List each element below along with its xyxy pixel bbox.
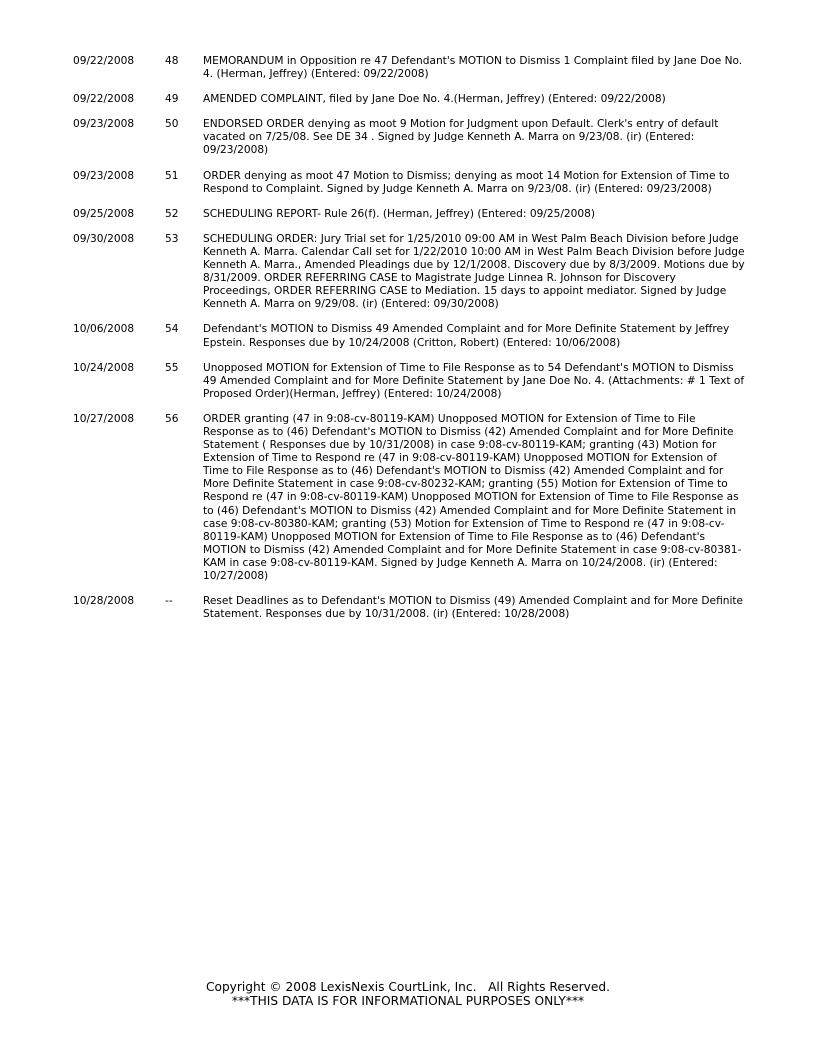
docket-entry: [73, 118, 745, 157]
entry-number: 55: [165, 361, 179, 374]
docket-entry: [73, 55, 745, 81]
entry-date: 09/22/2008: [73, 55, 135, 67]
entry-text: AMENDED COMPLAINT, filed by Jane Doe No. 4.(Herman, Jeffrey) (Entered: 09/22/2008): [203, 93, 666, 106]
copyright-notice: Copyright © 2008 LexisNexis CourtLink, Inc. All Rights Reserved.: [205, 980, 610, 994]
entry-date: 10/24/2008: [73, 361, 135, 374]
entry-date: 10/27/2008: [73, 412, 135, 425]
entry-text: SCHEDULING ORDER: Jury Trial set for 1/25/2010 09:00 AM in West Palm Beach Division before Judge Kenneth A. Marra. Calendar Call set for 1/22/2010 10:00 AM in West Palm Beach Division before Judge Kenneth A. Marra., Amended Pleadings due by 12/1/2008. Discovery due by 8/3/2009. Motions due by 8/31/2009. ORDER REFERRING CASE to Magistrate Judge Linnea R. Johnson for Discovery Proceedings, ORDER REFERRING CASE to Mediation. 15 days to appoint mediator. Signed by Judge Kenneth A. Marra on 9/29/08. (ir) (Entered: 09/30/2008): [203, 232, 745, 311]
entry-text: Unopposed MOTION for Extension of Time to File Response as to 54 Defendant's MOTION to Dismiss 49 Amended Complaint and for More Definite Statement by Jane Doe No. 4. (Attachments: # 1 Text of Proposed Order)(Herman, Jeffrey) (Entered: 10/24/2008): [203, 361, 745, 400]
docket-entry: [73, 362, 745, 401]
entry-number: 51: [165, 169, 179, 182]
entry-date: 09/23/2008: [73, 169, 135, 182]
docket-entries: [73, 55, 745, 633]
page-footer: [0, 980, 816, 1008]
docket-entry: [73, 93, 745, 106]
entry-number: --: [165, 595, 173, 608]
docket-entry: [73, 208, 745, 221]
entry-text: MEMORANDUM in Opposition re 47 Defendant's MOTION to Dismiss 1 Complaint filed by Jane Doe No. 4. (Herman, Jeffrey) (Entered: 09/22/2008): [203, 55, 743, 81]
docket-entry: [73, 413, 745, 583]
entry-date: 10/28/2008: [73, 595, 135, 608]
entry-number: 50: [165, 118, 179, 131]
entry-text: Defendant's MOTION to Dismiss 49 Amended Complaint and for More Definite Statement by Jeffrey Epstein. Responses due by 10/24/2008 (Critton, Robert) (Entered: 10/06/2008): [203, 323, 730, 349]
entry-number: 53: [165, 232, 179, 245]
entry-text: ENDORSED ORDER denying as moot 9 Motion for Judgment upon Default. Clerk's entry of default vacated on 7/25/08. See DE 34 . Signed by Judge Kenneth A. Marra on 9/23/08. (ir) (Entered: 09/23/2008): [203, 118, 719, 157]
entry-date: 09/22/2008: [73, 93, 135, 106]
entry-number: 49: [165, 93, 179, 106]
entry-number: 48: [165, 55, 179, 67]
entry-date: 09/25/2008: [73, 207, 135, 220]
docket-entry: [73, 170, 745, 196]
docket-entry: [73, 233, 745, 312]
entry-text: ORDER granting (47 in 9:08-cv-80119-KAM) Unopposed MOTION for Extension of Time to File Response as to (46) Defendant's MOTION to Dismiss (42) Amended Complaint and for More Definite Statement ( Responses due by 10/31/2008) in case 9:08-cv-80119-KAM; granting (43) Motion for Extension of Time to Respond re (47 in 9:08-cv-80119-KAM) Unopposed MOTION for Extension of Time to File Response as to (46) Defendant's MOTION to Dismiss (42) Amended Complaint and for More Definite Statement in case 9:08-cv-80232-KAM; granting (55) Motion for Extension of Time to Respond re (47 in 9:08-cv-80119-KAM) Unopposed MOTION for Extension of Time to File Response as to (46) Defendant's MOTION to Dismiss (42) Amended Complaint and for More Definite Statement in case 9:08-cv-80380-KAM; granting (53) Motion for Extension of Time to Respond re (47 in 9:08-cv-80119-KAM) Unopposed MOTION for Extension of Time to File Response as to (46) Defendant's MOTION to Dismiss (42) Amended Complaint and for More Definite Statement in case 9:08-cv-80381-KAM in case 9:08-cv-80119-KAM. Signed by Judge Kenneth A. Marra on 10/24/2008. (ir) (Entered: 10/27/2008): [203, 412, 742, 582]
entry-text: ORDER denying as moot 47 Motion to Dismiss; denying as moot 14 Motion for Extension of Time to Respond to Complaint. Signed by Judge Kenneth A. Marra on 9/23/08. (ir) (Entered: 09/23/2008): [203, 169, 730, 195]
entry-date: 09/30/2008: [73, 232, 135, 245]
entry-text: Reset Deadlines as to Defendant's MOTION to Dismiss (49) Amended Complaint and for More Definite Statement. Responses due by 10/31/2008. (ir) (Entered: 10/28/2008): [203, 595, 744, 621]
docket-entry: [73, 595, 745, 621]
entry-number: 52: [165, 207, 179, 220]
entry-date: 10/06/2008: [73, 323, 135, 336]
docket-entry: [73, 323, 745, 349]
disclaimer-notice: ***THIS DATA IS FOR INFORMATIONAL PURPOSES ONLY***: [231, 994, 585, 1008]
entry-date: 09/23/2008: [73, 118, 135, 131]
entry-number: 56: [165, 412, 179, 425]
entry-number: 54: [165, 323, 179, 336]
entry-text: SCHEDULING REPORT- Rule 26(f). (Herman, Jeffrey) (Entered: 09/25/2008): [203, 207, 596, 220]
